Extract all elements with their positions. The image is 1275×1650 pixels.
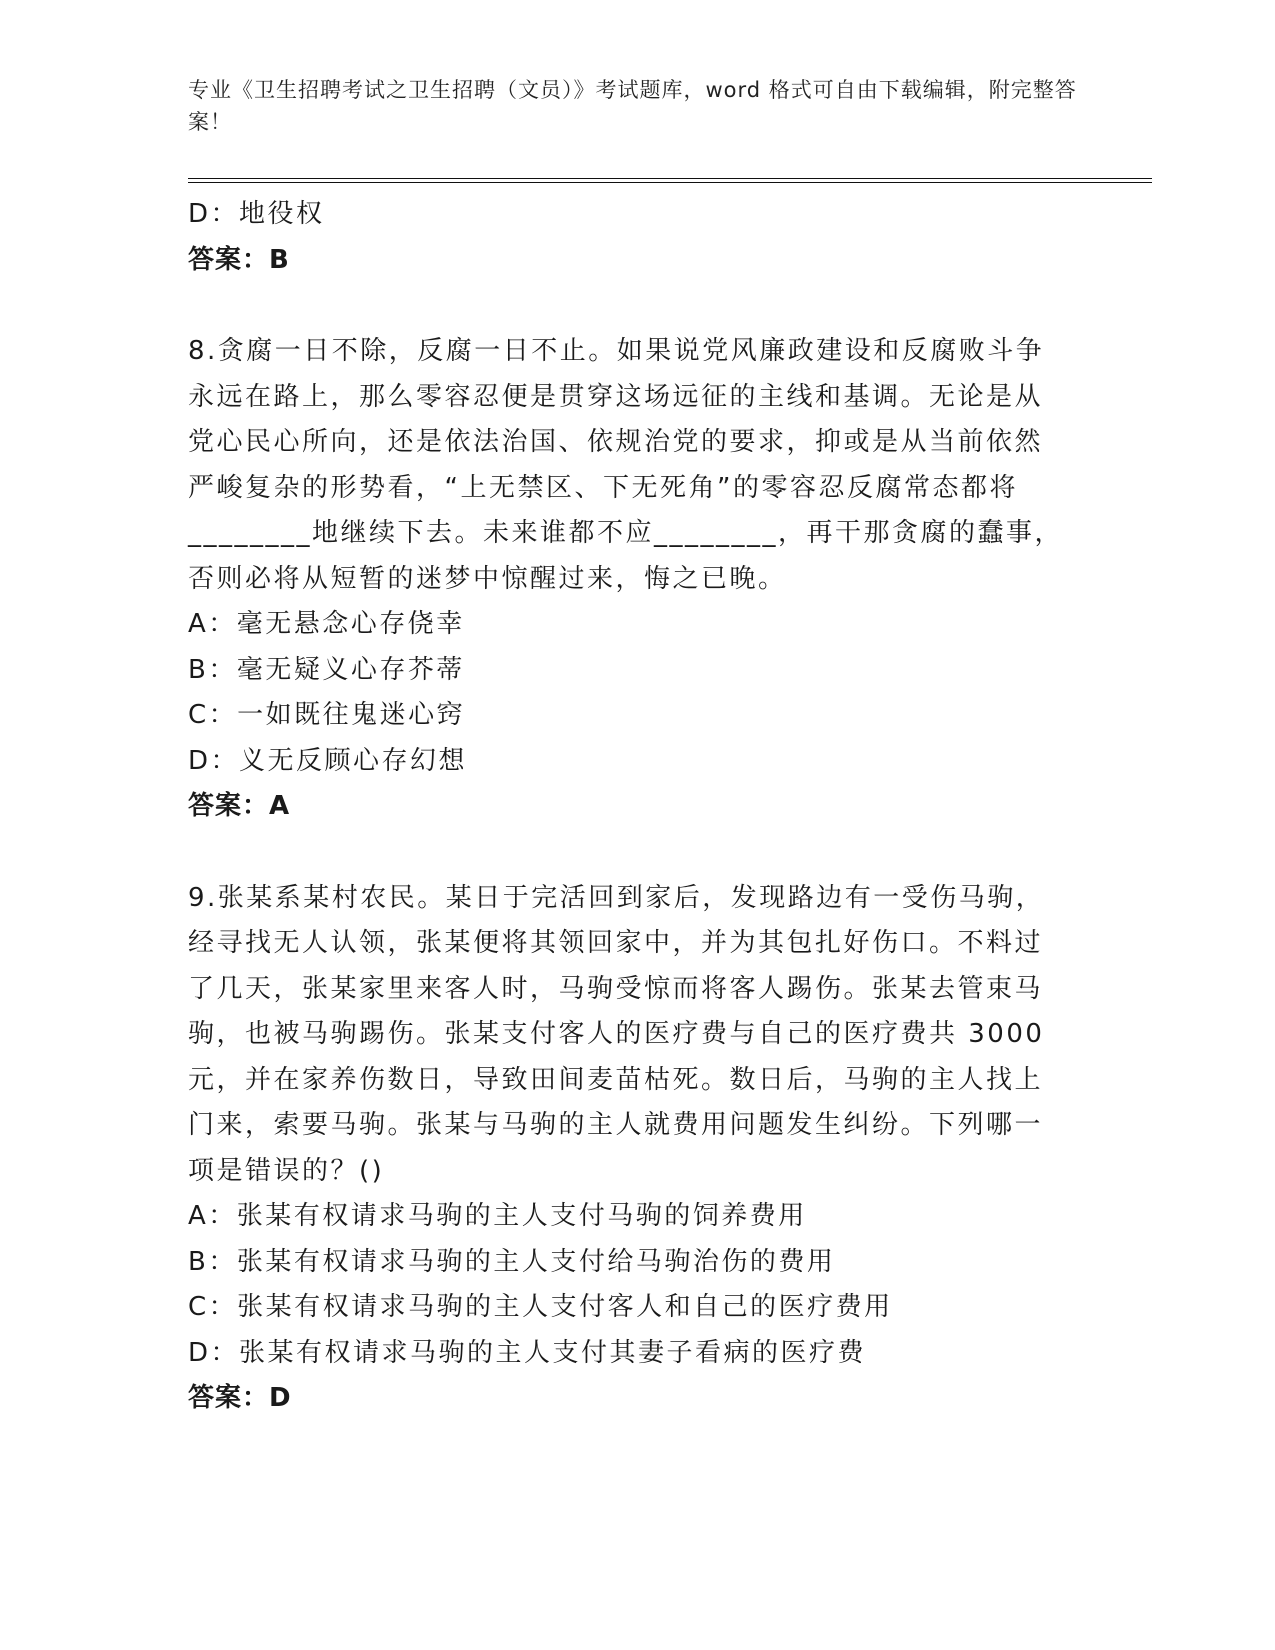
- document-body: [188, 192, 1078, 1422]
- question-9-option-d: D：张某有权请求马驹的主人支付其妻子看病的医疗费: [188, 1337, 867, 1368]
- question-8-stem: 8.贪腐一日不除，反腐一日不止。如果说党风廉政建设和反腐败斗争永远在路上，那么零容忍便是贯穿这场远征的主线和基调。无论是从党心民心所向，还是依法治国、依规治党的要求，抑或是从当前依然严峻复杂的形势看，“上无禁区、下无死角”的零容忍反腐常态都将________地继续下去。未来谁都不应________，再干那贪腐的蠢事，否则必将从短暂的迷梦中惊醒过来，悔之已晚。: [188, 336, 1064, 594]
- question-8-option-d: D：义无反顾心存幻想: [188, 745, 468, 776]
- question-8-answer: 答案：A: [188, 791, 291, 821]
- spacer: [188, 830, 1078, 876]
- question-9-stem: 9.张某系某村农民。某日于完活回到家后，发现路边有一受伤马驹，经寻找无人认领，张某便将其领回家中，并为其包扎好伤口。不料过了几天，张某家里来客人时，马驹受惊而将客人踢伤。张某去管束马驹，也被马驹踢伤。张某支付客人的医疗费与自己的医疗费共 3000 元，并在家养伤数日，导致田间麦苗枯死。数日后，马驹的主人找上门来，索要马驹。张某与马驹的主人就费用问题发生纠纷。下列哪一项是错误的？(): [188, 882, 1045, 1186]
- prev-answer: 答案：B: [188, 244, 290, 275]
- spacer: [188, 283, 1078, 329]
- header-divider: [188, 178, 1152, 183]
- question-8-option-b: B：毫无疑义心存芥蒂: [188, 654, 465, 685]
- page-header: 专业《卫生招聘考试之卫生招聘（文员）》考试题库，word 格式可自由下载编辑，附完整答案！: [188, 78, 1077, 134]
- question-8-option-a: A：毫无悬念心存侥幸: [188, 609, 465, 639]
- prev-option-d: D：地役权: [188, 199, 325, 229]
- question-8-option-c: C：一如既往鬼迷心窍: [188, 700, 466, 730]
- question-9-option-a: A：张某有权请求马驹的主人支付马驹的饲养费用: [188, 1201, 807, 1231]
- question-9-option-c: C：张某有权请求马驹的主人支付客人和自己的医疗费用: [188, 1292, 893, 1322]
- question-9-answer: 答案：D: [188, 1383, 292, 1413]
- question-9-option-b: B：张某有权请求马驹的主人支付给马驹治伤的费用: [188, 1246, 836, 1277]
